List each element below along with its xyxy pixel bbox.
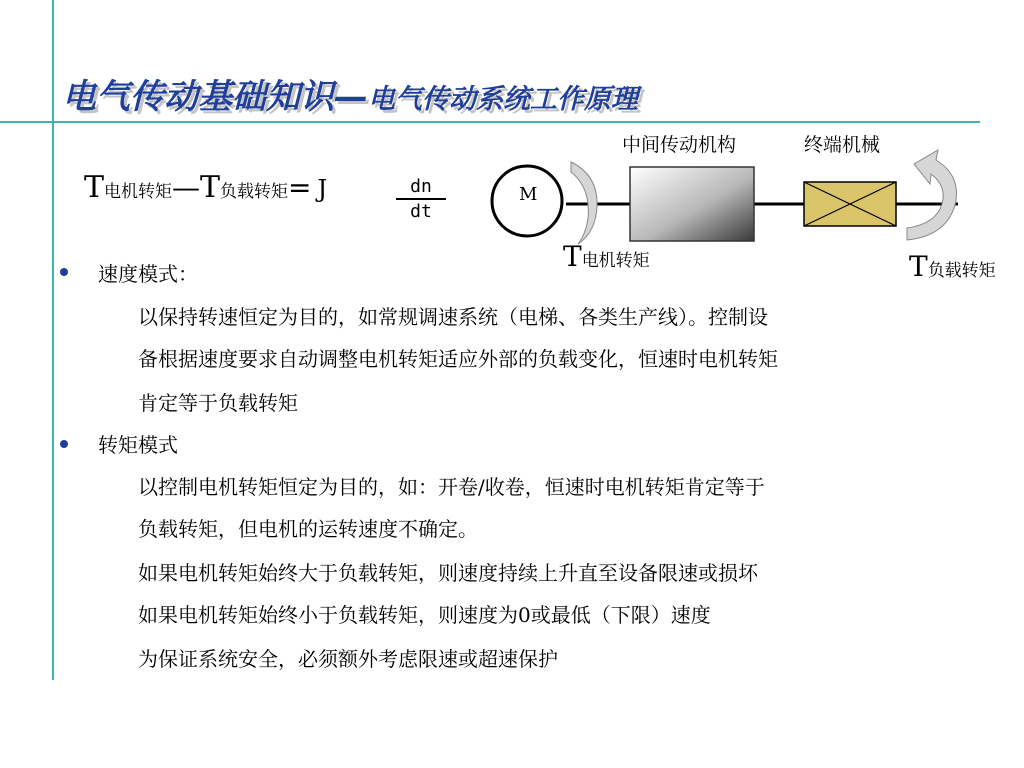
eq-denominator: dt	[410, 201, 432, 222]
speed-mode-line-2: 备根据速度要求自动调整电机转矩适应外部的负载变化，恒速时电机转矩	[138, 347, 778, 371]
terminal-machine-label: 终端机械	[804, 134, 881, 156]
motor-label: M	[519, 184, 538, 205]
speed-mode-heading: 速度模式：	[98, 262, 198, 286]
speed-mode-line-1: 以保持转速恒定为目的，如常规调速系统（电梯、各类生产线）。控制设	[138, 305, 768, 329]
load-torque-label: T负载转矩	[909, 250, 996, 283]
eq-numerator: dn	[410, 176, 432, 197]
bullet-dot	[60, 268, 68, 276]
eq-t2: T	[200, 170, 221, 205]
load-torque-arrow-icon	[907, 150, 956, 240]
bullet-dot	[60, 440, 68, 448]
speed-mode-line-3: 肯定等于负载转矩	[138, 391, 298, 415]
torque-mode-line-1: 以控制电机转矩恒定为目的，如：开卷/收卷，恒速时电机转矩肯定等于	[138, 475, 765, 499]
eq-t2-sub: 负载转矩	[220, 182, 289, 202]
torque-mode-heading: 转矩模式	[98, 433, 178, 457]
torque-mode-line-5: 为保证系统安全，必须额外考虑限速或超速保护	[138, 647, 558, 671]
torque-mode-line-3: 如果电机转矩始终大于负载转矩，则速度持续上升直至设备限速或损坏	[138, 561, 758, 585]
torque-mode-line-2: 负载转矩，但电机的运转速度不确定。	[138, 517, 478, 541]
motor-torque-label: T电机转矩	[563, 240, 650, 273]
eq-t1: T	[84, 170, 105, 205]
eq-j: J	[317, 175, 328, 203]
eq-t1-sub: 电机转矩	[104, 182, 173, 202]
eq-minus: —	[172, 171, 201, 204]
title-main: 电气传动基础知识—	[62, 77, 368, 117]
torque-mode-line-4: 如果电机转矩始终小于负载转矩，则速度为0或最低（下限）速度	[138, 603, 711, 627]
title-sub: 电气传动系统工作原理	[368, 84, 638, 115]
middle-mechanism-label: 中间传动机构	[622, 134, 737, 156]
eq-equals: =	[288, 171, 312, 204]
middle-transmission-box	[630, 167, 754, 241]
